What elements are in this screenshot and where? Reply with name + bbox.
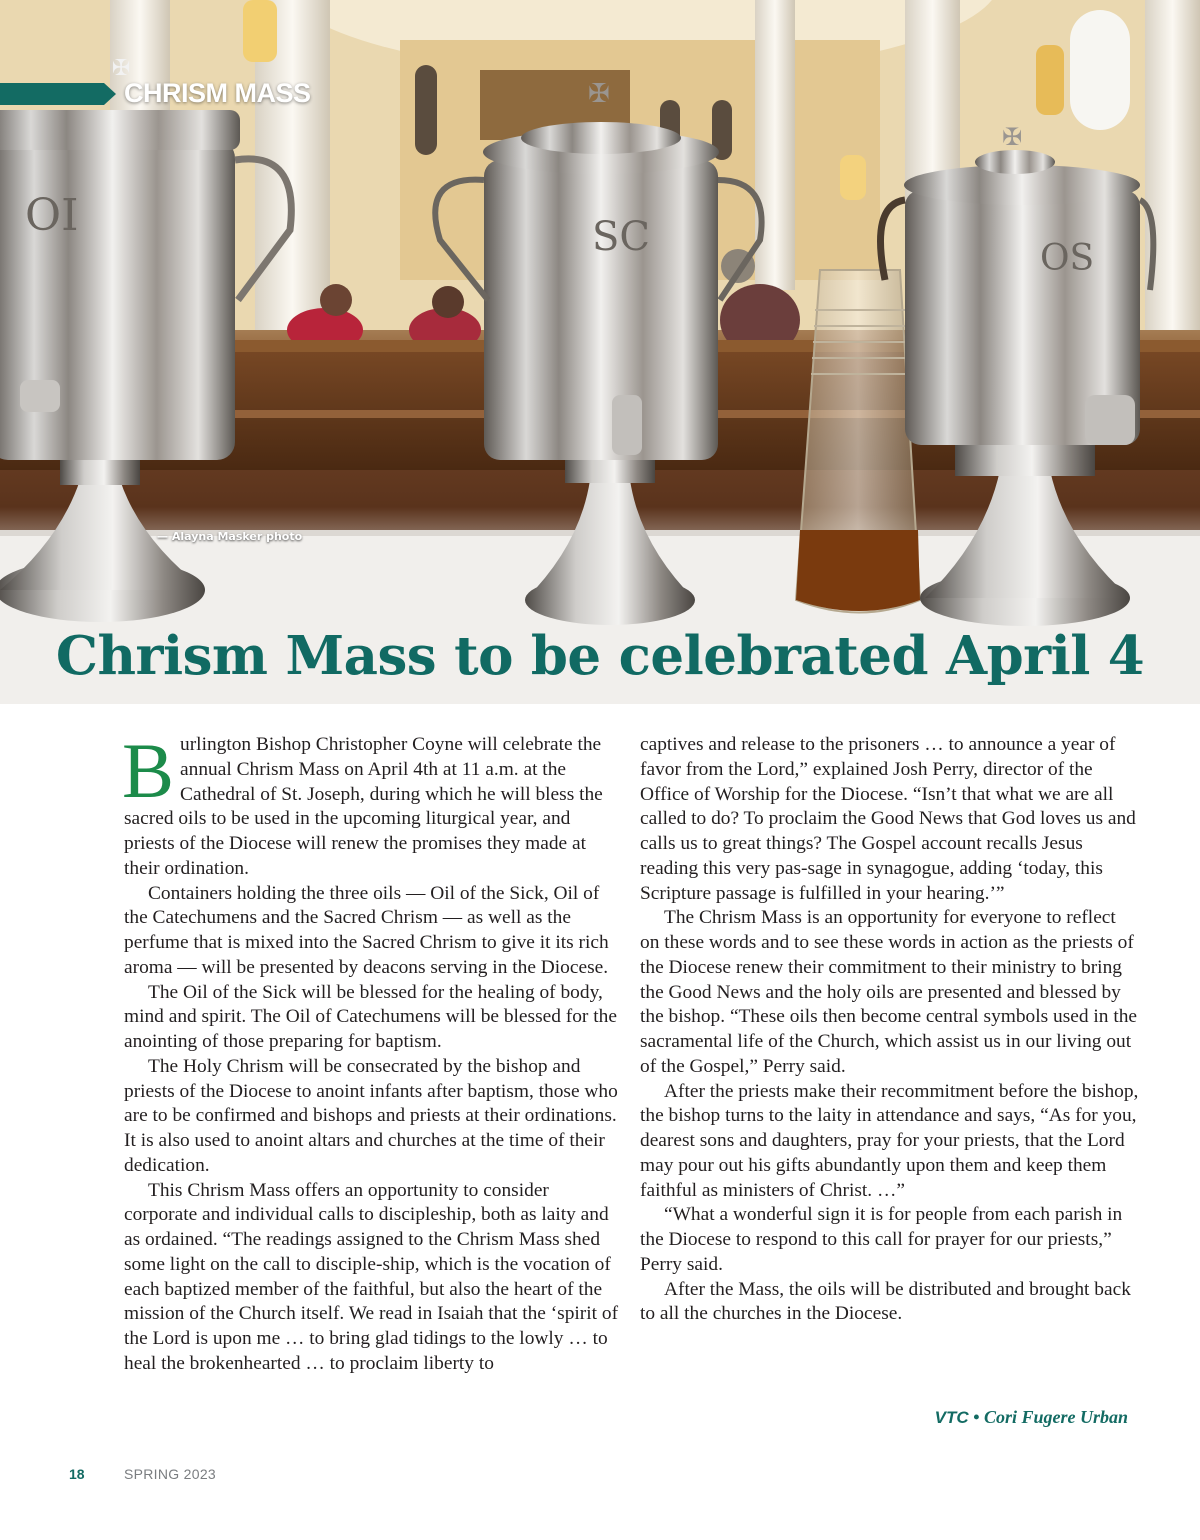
hero-photo: [0, 0, 1200, 704]
photo-credit: — Alayna Masker photo: [157, 530, 303, 543]
paragraph: Burlington Bishop Christopher Coyne will celebrate the annual Chrism Mass on April 4th at 11 a.m. at the Cathedral of St. Joseph, during which he will bless the sacred oils to be used in the upcoming liturgical year, and priests of the Diocese will renew the promises they made at their ordination.: [122, 727, 603, 879]
svg-text:OS: OS: [1040, 238, 1095, 279]
section-label: CHRISM MASS: [124, 78, 311, 108]
cross-icon: ✠: [112, 56, 131, 81]
article-column-right: [640, 733, 1140, 1327]
byline-separator: •: [968, 1407, 984, 1427]
byline: [840, 1407, 1128, 1428]
page-number: 18: [69, 1466, 85, 1482]
issue-label: SPRING 2023: [124, 1466, 217, 1482]
paragraph: This Chrism Mass offers an opportunity to consider corporate and individual calls to discipleship, both as laity and as ordained. “The readings assigned to the Chrism Mass shed some light on the call to disciple-ship, which is the vocation of each baptized member of the faithful, but also the heart of the mission of the Church itself. We read in Isaiah that the ‘spirit of the Lord is upon me … to bring glad tidings to the lowly … to heal the brokenhearted … to proclaim liberty to: [124, 1179, 619, 1374]
article-headline: Chrism Mass to be celebrated April 4: [55, 625, 1145, 687]
svg-text:SC: SC: [592, 214, 651, 260]
article-column-left: [122, 727, 624, 1377]
svg-text:✠: ✠: [1002, 123, 1023, 151]
svg-text:OI: OI: [25, 190, 79, 241]
paragraph: The Holy Chrism will be consecrated by the bishop and priests of the Diocese to anoint infants after baptism, those who are to be confirmed and bishops and priests at their ordinations. It is also used to anoint altars and churches at the time of their dedication.: [124, 1055, 618, 1176]
paragraph: After the Mass, the oils will be distributed and brought back to all the churches in the Diocese.: [640, 1278, 1131, 1325]
byline-author: Cori Fugere Urban: [983, 1407, 1128, 1427]
byline-publication: VTC: [934, 1408, 969, 1427]
paragraph: Containers holding the three oils — Oil of the Sick, Oil of the Catechumens and the Sacred Chrism — as well as the perfume that is mixed into the Sacred Chrism to give it its rich aroma — will be presented by deacons serving in the Diocese.: [124, 882, 609, 978]
paragraph: “What a wonderful sign it is for people from each parish in the Diocese to respond to this call for prayer for our priests,” Perry said.: [640, 1204, 1123, 1275]
paragraph: captives and release to the prisoners … to announce a year of favor from the Lord,” explained Josh Perry, director of the Office of Worship for the Diocese. “Isn’t that what we are all called to do? To proclaim the Good News that God loves us and calls us to great things? The Gospel account recalls Jesus reading this very pas-sage in synagogue, adding ‘today, this Scripture passage is fulfilled in your hearing.’”: [640, 734, 1136, 904]
paragraph: The Chrism Mass is an opportunity for everyone to reflect on these words and to see these words in action as the priests of the Diocese renew their commitment to their ministry to bring the Good News and the holy oils are presented and blessed by the bishop. “These oils then become central symbols used in the sacramental life of the Church, which assist us in our living out of the Gospel,” Perry said.: [640, 907, 1138, 1077]
paragraph: After the priests make their recommitment before the bishop, the bishop turns to the laity in attendance and says, “As for you, dearest sons and daughters, pray for your priests, that the Lord may pour out his gifts abundantly upon them and keep them faithful as ministers of Christ. …”: [640, 1080, 1139, 1201]
drop-cap: B: [122, 727, 175, 814]
svg-text:✠: ✠: [588, 79, 610, 109]
paragraph: The Oil of the Sick will be blessed for the healing of body, mind and spirit. The Oil of Catechumens will be blessed for the anointing of those preparing for baptism.: [124, 981, 617, 1052]
section-bar: [0, 83, 104, 105]
